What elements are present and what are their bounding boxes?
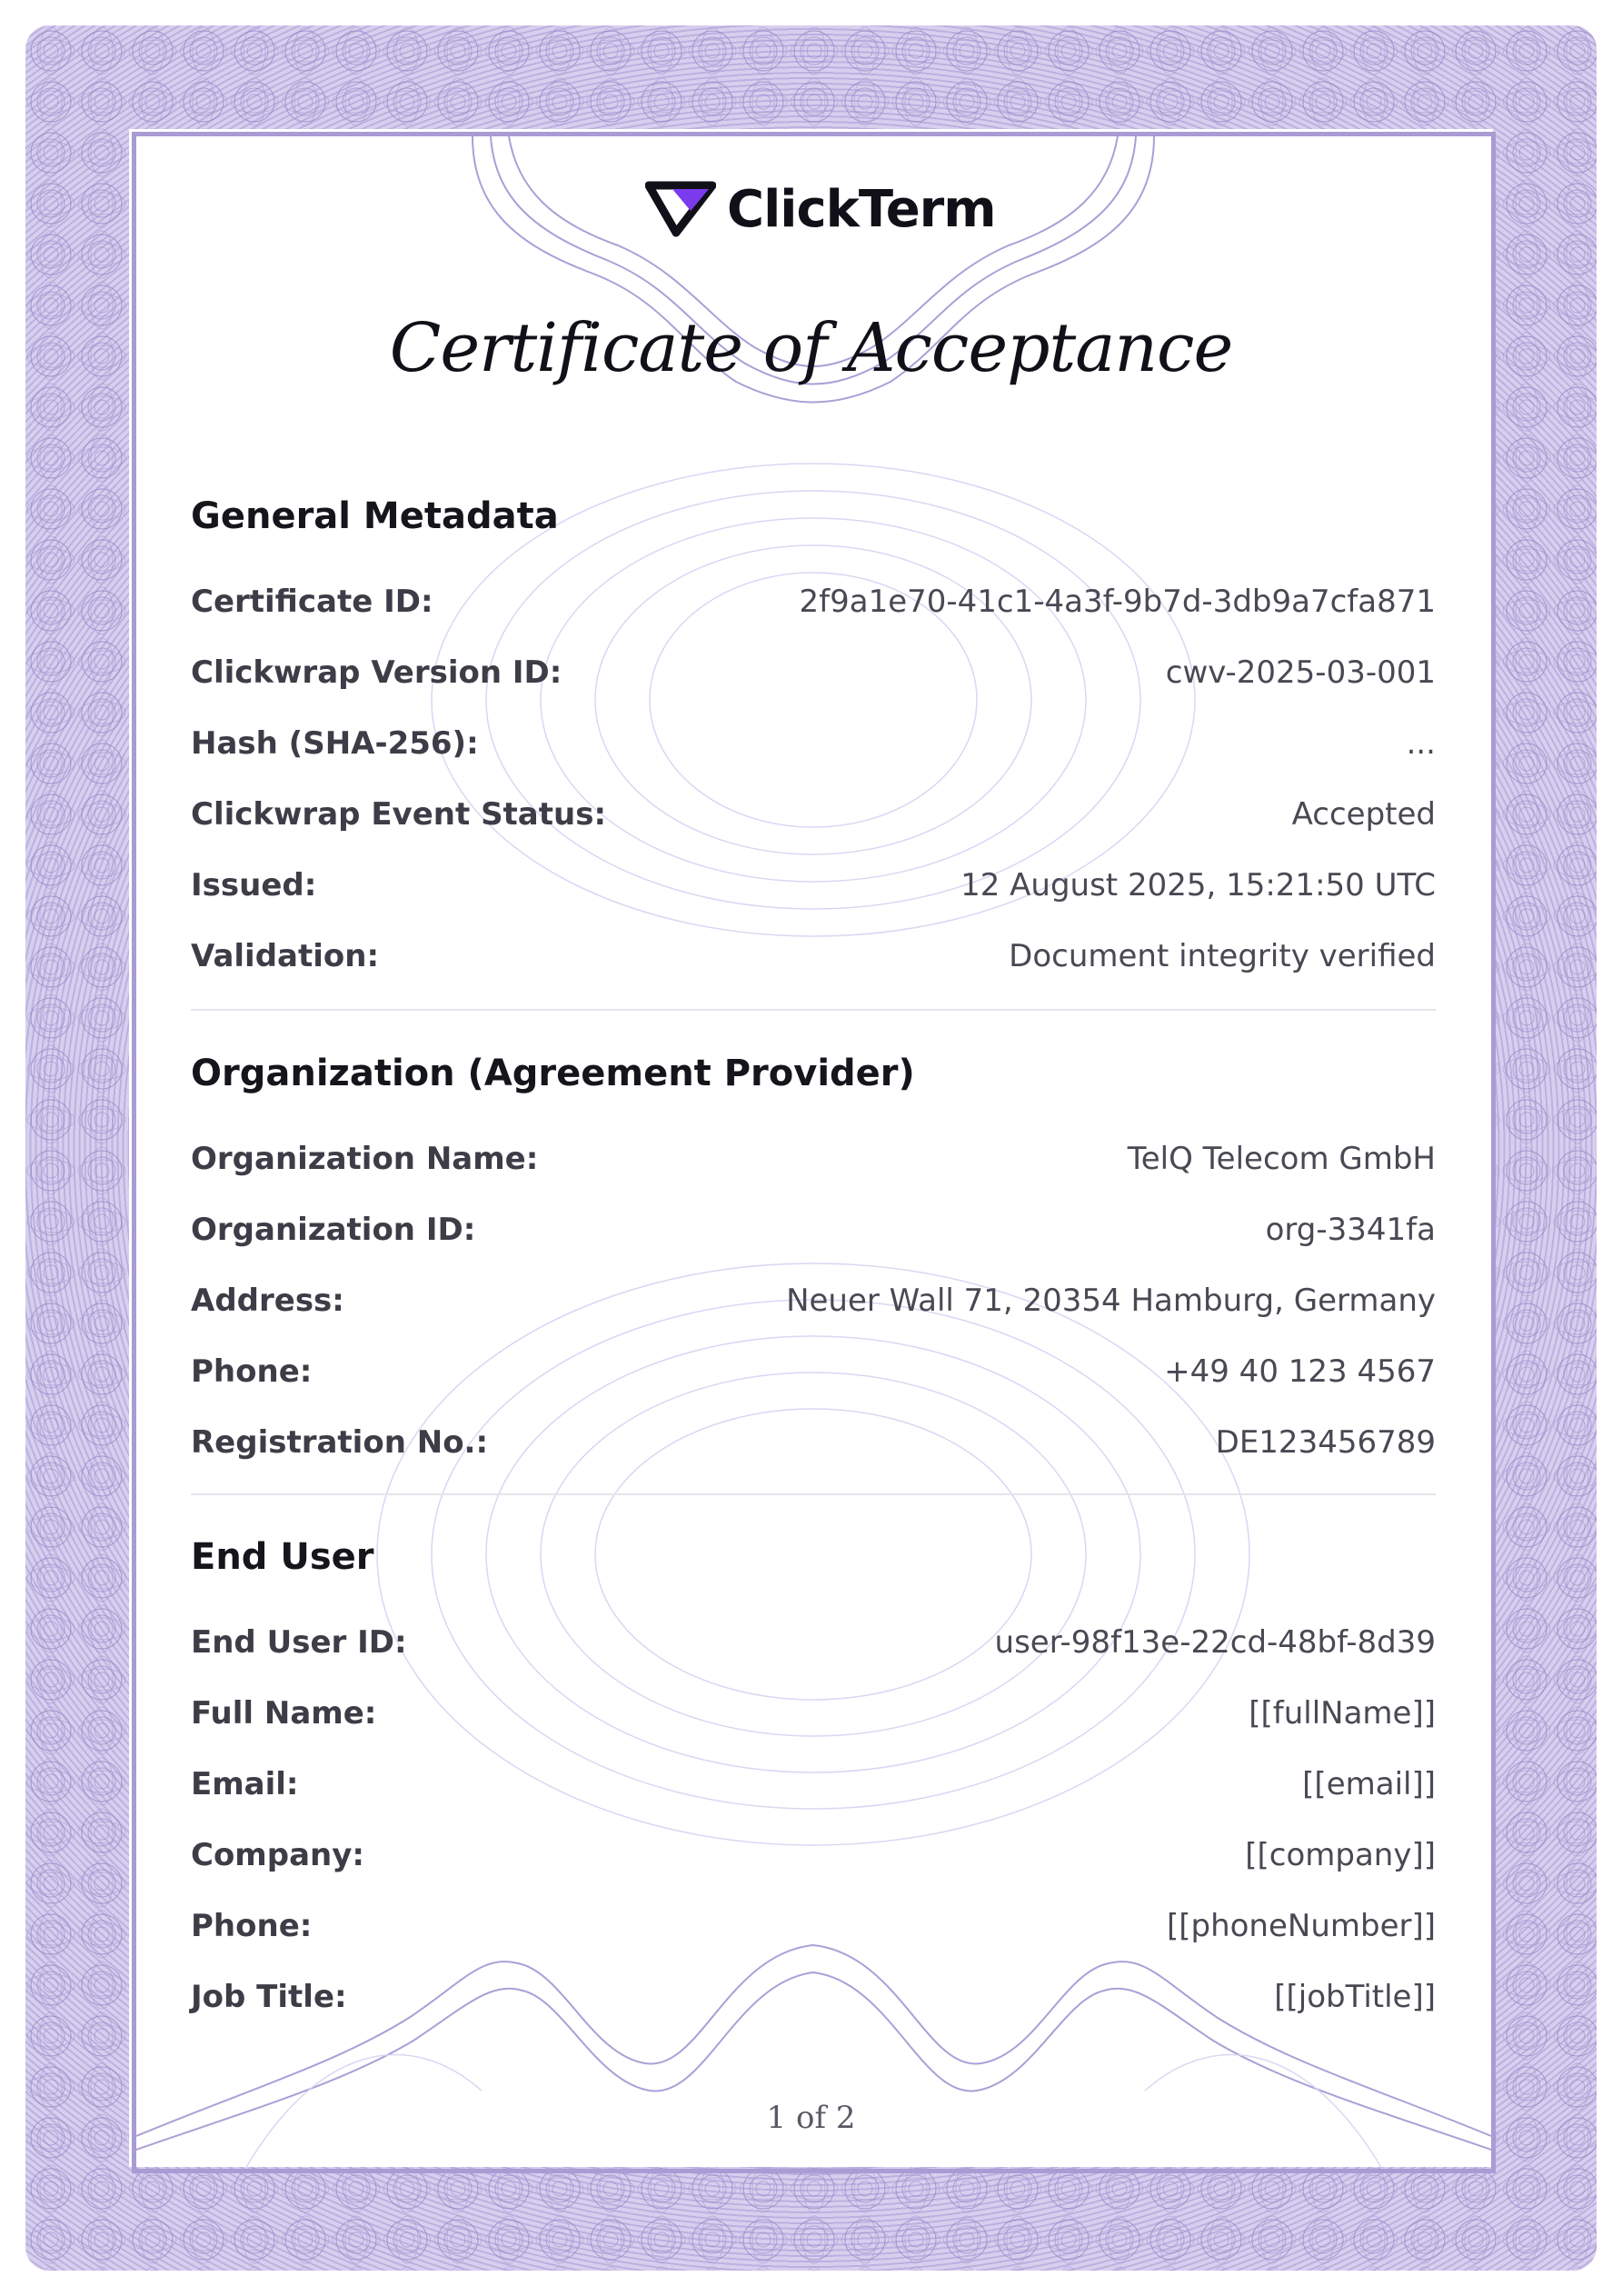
field-value: [[email]] <box>1302 1766 1436 1802</box>
field-row <box>191 721 1436 766</box>
field-label: Registration No.: <box>191 1424 489 1461</box>
field-label: Full Name: <box>191 1695 377 1732</box>
field-row <box>191 1691 1436 1736</box>
field-label: Phone: <box>191 1353 313 1390</box>
brand-name: ClickTerm <box>727 179 996 239</box>
field-value: [[jobTitle]] <box>1274 1979 1436 2015</box>
field-row <box>191 1207 1436 1253</box>
field-value: 2f9a1e70-41c1-4a3f-9b7d-3db9a7cfa871 <box>799 584 1436 620</box>
field-label: Validation: <box>191 938 380 974</box>
field-row <box>191 1349 1436 1394</box>
section-heading-end-user: End User <box>191 1536 374 1578</box>
clickterm-logo <box>645 179 996 239</box>
field-label: Address: <box>191 1283 344 1319</box>
field-value: Accepted <box>1291 796 1436 833</box>
field-value: user-98f13e-22cd-48bf-8d39 <box>994 1624 1436 1661</box>
field-row <box>191 1762 1436 1807</box>
field-value: +49 40 123 4567 <box>1164 1353 1436 1390</box>
field-row <box>191 1278 1436 1323</box>
field-row <box>191 933 1436 979</box>
section-divider <box>191 1493 1436 1495</box>
field-row <box>191 1974 1436 2020</box>
field-value: org-3341fa <box>1265 1212 1436 1248</box>
section-heading-general-metadata: General Metadata <box>191 495 559 537</box>
field-row <box>191 792 1436 837</box>
section-divider <box>191 1009 1436 1011</box>
field-label: Organization ID: <box>191 1212 476 1248</box>
field-value: [[fullName]] <box>1249 1695 1436 1732</box>
field-label: End User ID: <box>191 1624 407 1661</box>
field-value: 12 August 2025, 15:21:50 UTC <box>960 867 1436 903</box>
field-row <box>191 1420 1436 1465</box>
field-value: ... <box>1406 725 1436 762</box>
field-row <box>191 863 1436 908</box>
field-value: [[phoneNumber]] <box>1166 1908 1436 1944</box>
field-label: Certificate ID: <box>191 584 433 620</box>
field-label: Company: <box>191 1837 364 1873</box>
field-value: TelQ Telecom GmbH <box>1127 1141 1436 1177</box>
field-row <box>191 650 1436 695</box>
field-row <box>191 1903 1436 1949</box>
field-label: Job Title: <box>191 1979 347 2015</box>
certificate-title: Certificate of Acceptance <box>389 309 1233 387</box>
field-label: Organization Name: <box>191 1141 539 1177</box>
field-value: [[company]] <box>1245 1837 1436 1873</box>
page-number: 1 of 2 <box>766 2100 856 2136</box>
field-label: Phone: <box>191 1908 313 1944</box>
field-value: cwv-2025-03-001 <box>1165 654 1436 691</box>
field-row <box>191 1620 1436 1665</box>
field-label: Email: <box>191 1766 299 1802</box>
clickterm-logo-icon <box>645 180 716 238</box>
field-row <box>191 579 1436 624</box>
field-value: Neuer Wall 71, 20354 Hamburg, Germany <box>786 1283 1436 1319</box>
field-label: Hash (SHA-256): <box>191 725 479 762</box>
field-label: Clickwrap Event Status: <box>191 796 607 833</box>
field-value: Document integrity verified <box>1009 938 1436 974</box>
field-row <box>191 1832 1436 1878</box>
field-value: DE123456789 <box>1215 1424 1436 1461</box>
section-heading-organization: Organization (Agreement Provider) <box>191 1053 915 1094</box>
field-label: Clickwrap Version ID: <box>191 654 562 691</box>
field-label: Issued: <box>191 867 317 903</box>
field-row <box>191 1136 1436 1182</box>
